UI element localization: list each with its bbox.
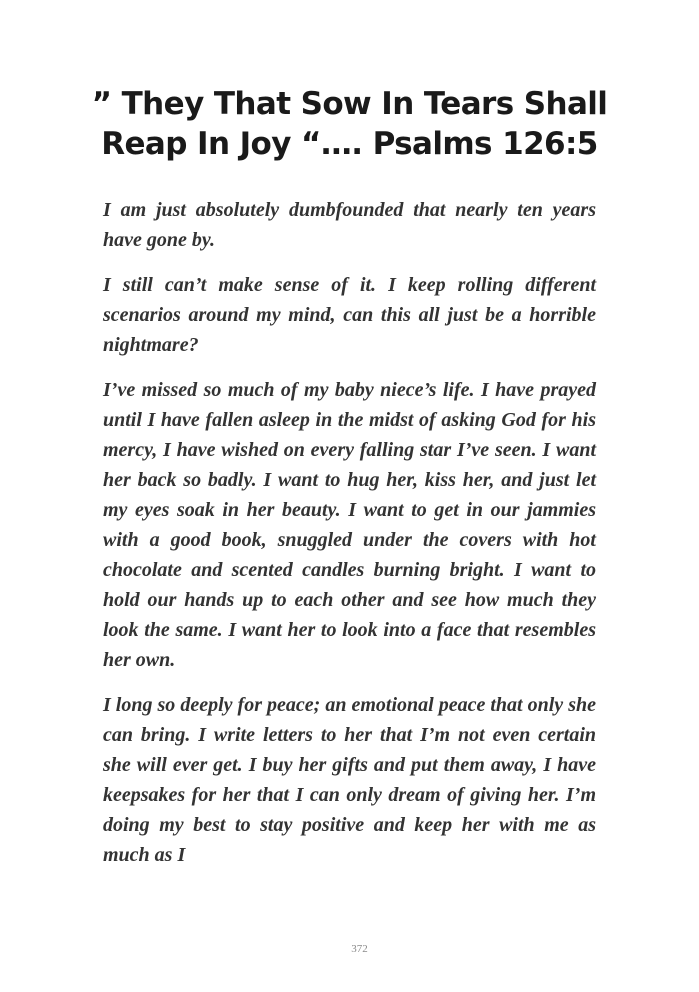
paragraph-3: I’ve missed so much of my baby niece’s life. I have prayed until I have fallen asleep in the midst of asking God for his mercy, I have wished on every falling star I’ve seen. I want her back so badly. I want to hug her, kiss her, and just let my eyes soak in her beauty. I want to get in our jammies with a good book, snuggled under the covers with hot chocolate and scented candles burning bright. I want to hold our hands up to each other and see how much they look the same. I want her to look into a face that resembles her own. [103,379,596,671]
paragraph-1: I am just absolutely dumbfounded that nearly ten years have gone by. [103,199,596,251]
paragraph-4: I long so deeply for peace; an emotional peace that only she can bring. I write letters to her that I’m not even certain she will ever get. I buy her gifts and put them away, I have keepsakes for her that I can only dream of giving her. I’m doing my best to stay positive and keep her with me as much as I [103,694,596,866]
page-number: 372 [351,943,368,955]
paragraph-2: I still can’t make sense of it. I keep rolling different scenarios around my mind, can this all just be a horrible nightmare? [103,274,596,356]
chapter-title: ” They That Sow In Tears Shall Reap In Joy “…. Psalms 126:5 [91,86,608,162]
body-text [103,195,596,885]
